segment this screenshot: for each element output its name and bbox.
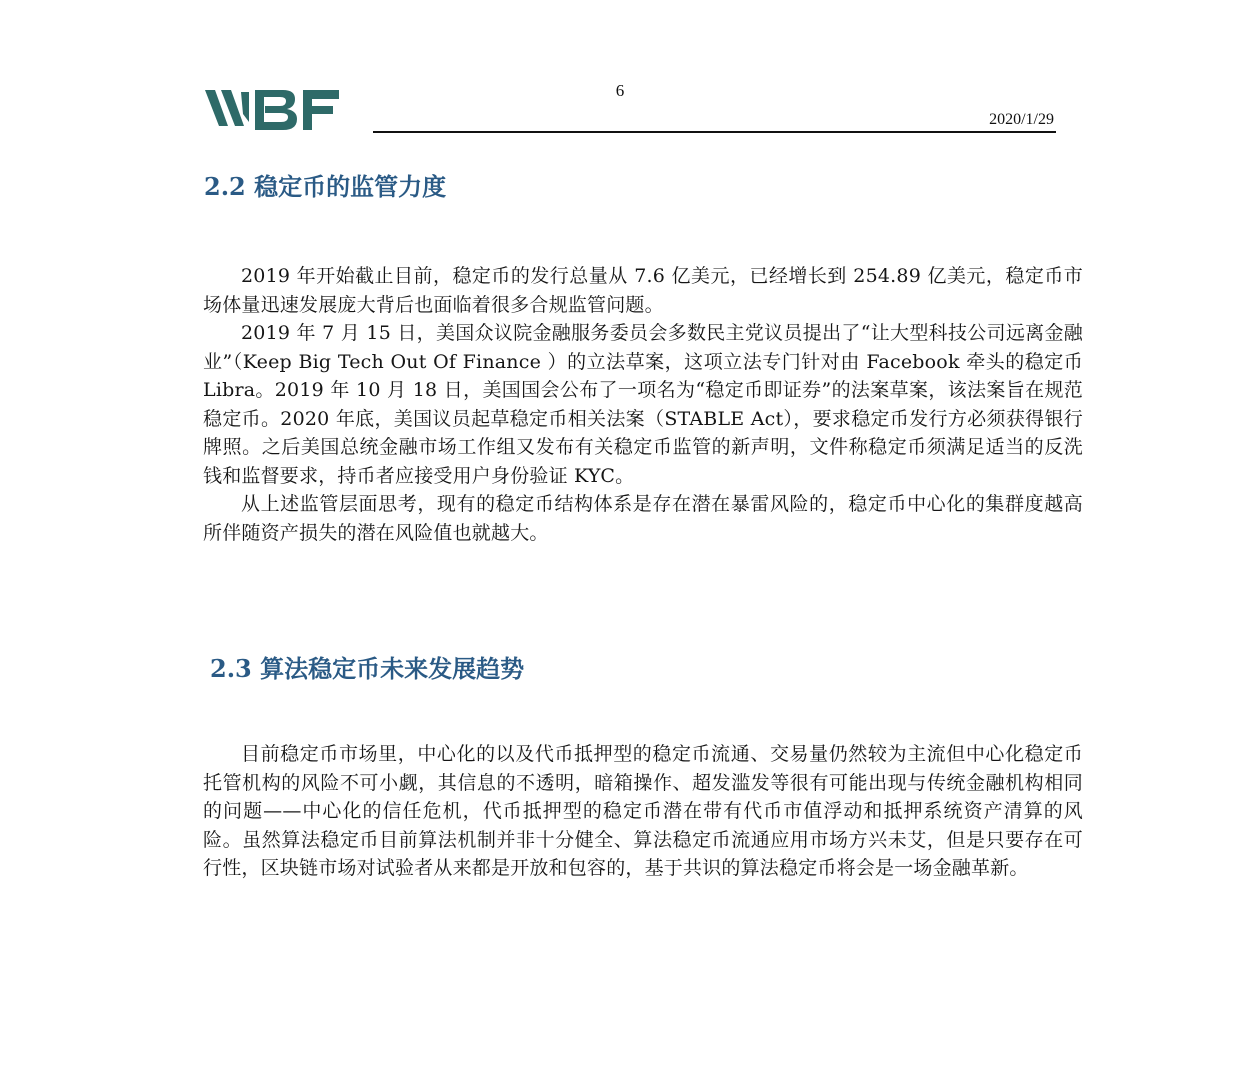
- paragraph: 目前稳定币市场里，中心化的以及代币抵押型的稳定币流通、交易量仍然较为主流但中心化稳定币托管机构的风险不可小觑，其信息的不透明，暗箱操作、超发滥发等很有可能出现与传统金融机构相同的问题——中心化的信任危机，代币抵押型的稳定币潜在带有代币市值浮动和抵押系统资产清算的风险。虽然算法稳定币目前算法机制并非十分健全、算法稳定币流通应用市场方兴未艾，但是只要存在可行性，区块链市场对试验者从来都是开放和包容的，基于共识的算法稳定币将会是一场金融革新。: [203, 743, 1083, 879]
- header-date: 2020/1/29: [989, 111, 1054, 128]
- section-heading: 2.2 稳定币的监管力度: [204, 172, 447, 201]
- page-number: 6: [615, 81, 625, 100]
- wbf-logo: [203, 86, 341, 134]
- paragraph: 2019 年开始截止目前，稳定币的发行总量从 7.6 亿美元，已经增长到 254.89 亿美元，稳定币市场体量迅速发展庞大背后也面临着很多合规监管问题。: [203, 265, 1083, 316]
- header-divider: [373, 131, 1056, 133]
- paragraph: 从上述监管层面思考，现有的稳定币结构体系是存在潜在暴雷风险的，稳定币中心化的集群度越高所伴随资产损失的潜在风险值也就越大。: [203, 493, 1083, 544]
- section-body: [203, 740, 1083, 883]
- section-heading: 2.3 算法稳定币未来发展趋势: [210, 654, 525, 683]
- paragraph: 2019 年 7 月 15 日，美国众议院金融服务委员会多数民主党议员提出了“让大型科技公司远离金融业”（Keep Big Tech Out Of Finance ）的立法草案，这项立法专门针对由 Facebook 牵头的稳定币 Libra。2019 年 10 月 18 日，美国国会公布了一项名为“稳定币即证券”的法案草案，该法案旨在规范稳定币。2020 年底，美国议员起草稳定币相关法案（STABLE Act），要求稳定币发行方必须获得银行牌照。之后美国总统金融市场工作组又发布有关稳定币监管的新声明，文件称稳定币须满足适当的反洗钱和监督要求，持币者应接受用户身份验证 KYC。: [203, 322, 1083, 487]
- section-body: [203, 262, 1083, 547]
- wbf-logo-icon: [203, 86, 341, 134]
